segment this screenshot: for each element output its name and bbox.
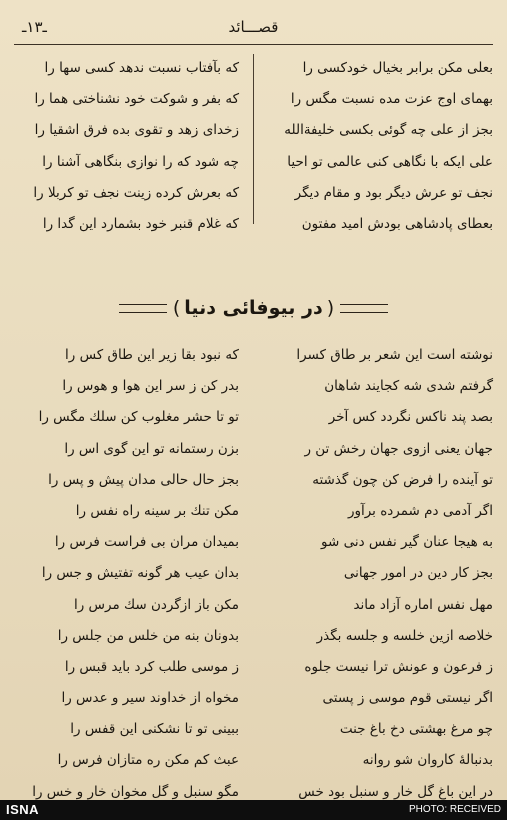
header-rule	[14, 44, 493, 45]
hemistich-first: گرفتم شدی شه کجایند شاهان	[324, 378, 493, 395]
hemistich-first: بصد پند ناکس نگردد کس آخر	[328, 409, 493, 426]
verse-row	[14, 117, 493, 148]
hemistich-second: ببینی تو تا نشکنی این قفس را	[70, 721, 239, 738]
hemistich-first: ز فرعون و عونش ترا نیست جلوه	[304, 658, 493, 675]
page-header	[14, 18, 493, 44]
hemistich-first: نوشته است این شعر بر طاق کسرا	[296, 347, 493, 363]
hemistich-first: اگر نیستی قوم موسی ز پستی	[322, 690, 493, 707]
hemistich-second: بدان عیب هر گونه تفتیش و جس را	[41, 565, 239, 582]
verse-row	[14, 623, 493, 654]
hemistich-second: بجز حال حالی مدان پیش و پس را	[48, 471, 239, 488]
verse-row	[14, 149, 493, 180]
heading-paren-open: (	[326, 297, 335, 319]
section-heading	[0, 290, 507, 326]
verse-row	[14, 685, 493, 716]
hemistich-first: علی ایکه با نگاهی کنی عالمی تو احیا	[287, 153, 493, 170]
hemistich-first: مهل نفس اماره آزاد ماند	[353, 596, 493, 613]
verse-row	[14, 716, 493, 747]
heading-paren-close: )	[172, 297, 181, 319]
verse-row	[14, 86, 493, 117]
hemistich-first: بجز کار دین در امور جهانی	[343, 565, 493, 582]
photo-footer	[0, 800, 507, 820]
page-number: ـ۱۳ـ	[22, 18, 47, 36]
hemistich-second: که نبود بقا زیر این طاق کس را	[65, 347, 239, 363]
heading-rule-left	[119, 304, 167, 313]
hemistich-first: چو مرغ بهشتی دخ باغ جنت	[339, 721, 493, 738]
photo-credit: PHOTO: RECEIVED	[408, 804, 501, 815]
hemistich-second: که بآفتاب نسبت ندهد کسی سها را	[44, 60, 239, 76]
hemistich-second: بدر کن ز سر این هوا و هوس را	[62, 378, 239, 395]
hemistich-second: تو تا حشر مغلوب کن سلك مگس را	[38, 409, 239, 426]
verse-row	[14, 342, 493, 373]
hemistich-first: نجف تو عرش دیگر بود و مقام دیگر	[294, 184, 493, 201]
section-title-text: در بیوفائی دنیا	[184, 297, 323, 319]
hemistich-first: خلاصه ازین خلسه و جلسه بگذر	[316, 627, 493, 644]
hemistich-first: جهان یعنی ازوی جهان رخش تن ر	[304, 440, 493, 457]
hemistich-second: که بفر و شوکت خود نشناختی هما را	[34, 91, 239, 108]
page-title: قصـــائد	[228, 18, 279, 36]
hemistich-second: که غلام قنبر خود بشمارد این گدا را	[42, 215, 239, 232]
verse-row	[14, 498, 493, 529]
hemistich-first: در این باغ گل خار و سنبل بود خس	[298, 783, 493, 800]
hemistich-second: که بعرش کرده زینت نجف تو کربلا را	[33, 184, 239, 201]
hemistich-first: اگر آدمی دم شمرده برآور	[347, 502, 493, 519]
hemistich-second: مکن باز ازگردن سك مرس را	[74, 596, 239, 613]
verse-row	[14, 747, 493, 778]
verse-row	[14, 467, 493, 498]
verse-row	[14, 560, 493, 591]
verse-row	[14, 654, 493, 685]
hemistich-second: ز موسی طلب کرد باید قبس را	[64, 658, 239, 675]
hemistich-second: مخواه از خداوند سیر و عدس را	[61, 690, 239, 707]
verse-row	[14, 404, 493, 435]
heading-rule-right	[340, 304, 388, 313]
hemistich-first: بعلی مکن برابر بخیال خودکسی را	[302, 60, 493, 76]
verse-row	[14, 592, 493, 623]
hemistich-second: زخدای زهد و تقوی بده فرق اشقیا را	[34, 122, 239, 139]
verse-row	[14, 529, 493, 560]
hemistich-first: بجز از علی چه گوئی بکسی خلیفةالله	[284, 122, 493, 139]
agency-logo: ISNA	[6, 802, 40, 817]
verse-row	[14, 180, 493, 211]
verse-row	[14, 211, 493, 242]
verse-row	[14, 373, 493, 404]
upper-poem	[14, 55, 493, 242]
hemistich-second: بمیدان مران بی فراست فرس را	[54, 534, 239, 551]
hemistich-second: مکن تنك بر سینه راه نفس را	[75, 502, 239, 519]
verse-row	[14, 436, 493, 467]
hemistich-second: عبث کم مکن ره متازان فرس را	[57, 752, 239, 769]
hemistich-first: بعطای پادشاهی بودش امید مفتون	[301, 215, 493, 232]
hemistich-second: مگو سنبل و گل مخوان خار و خس را	[32, 783, 239, 800]
hemistich-second: بدونان بنه من خلس من جلس را	[57, 627, 239, 644]
hemistich-second: بزن رستمانه تو این گوی اس را	[64, 440, 239, 457]
hemistich-first: بهمای اوج عزت مده نسبت مگس را	[290, 91, 493, 108]
hemistich-first: بدنبالهٔ کاروان شو روانه	[362, 752, 493, 769]
verse-row	[14, 55, 493, 86]
hemistich-first: تو آینده را فرض کن چون گذشته	[312, 471, 493, 488]
lower-poem	[14, 342, 493, 800]
hemistich-first: به هیجا عنان گیر نفس دنی شو	[321, 534, 493, 551]
hemistich-second: چه شود که را نوازی بنگاهی آشنا را	[42, 153, 239, 170]
verse-row	[14, 779, 493, 800]
